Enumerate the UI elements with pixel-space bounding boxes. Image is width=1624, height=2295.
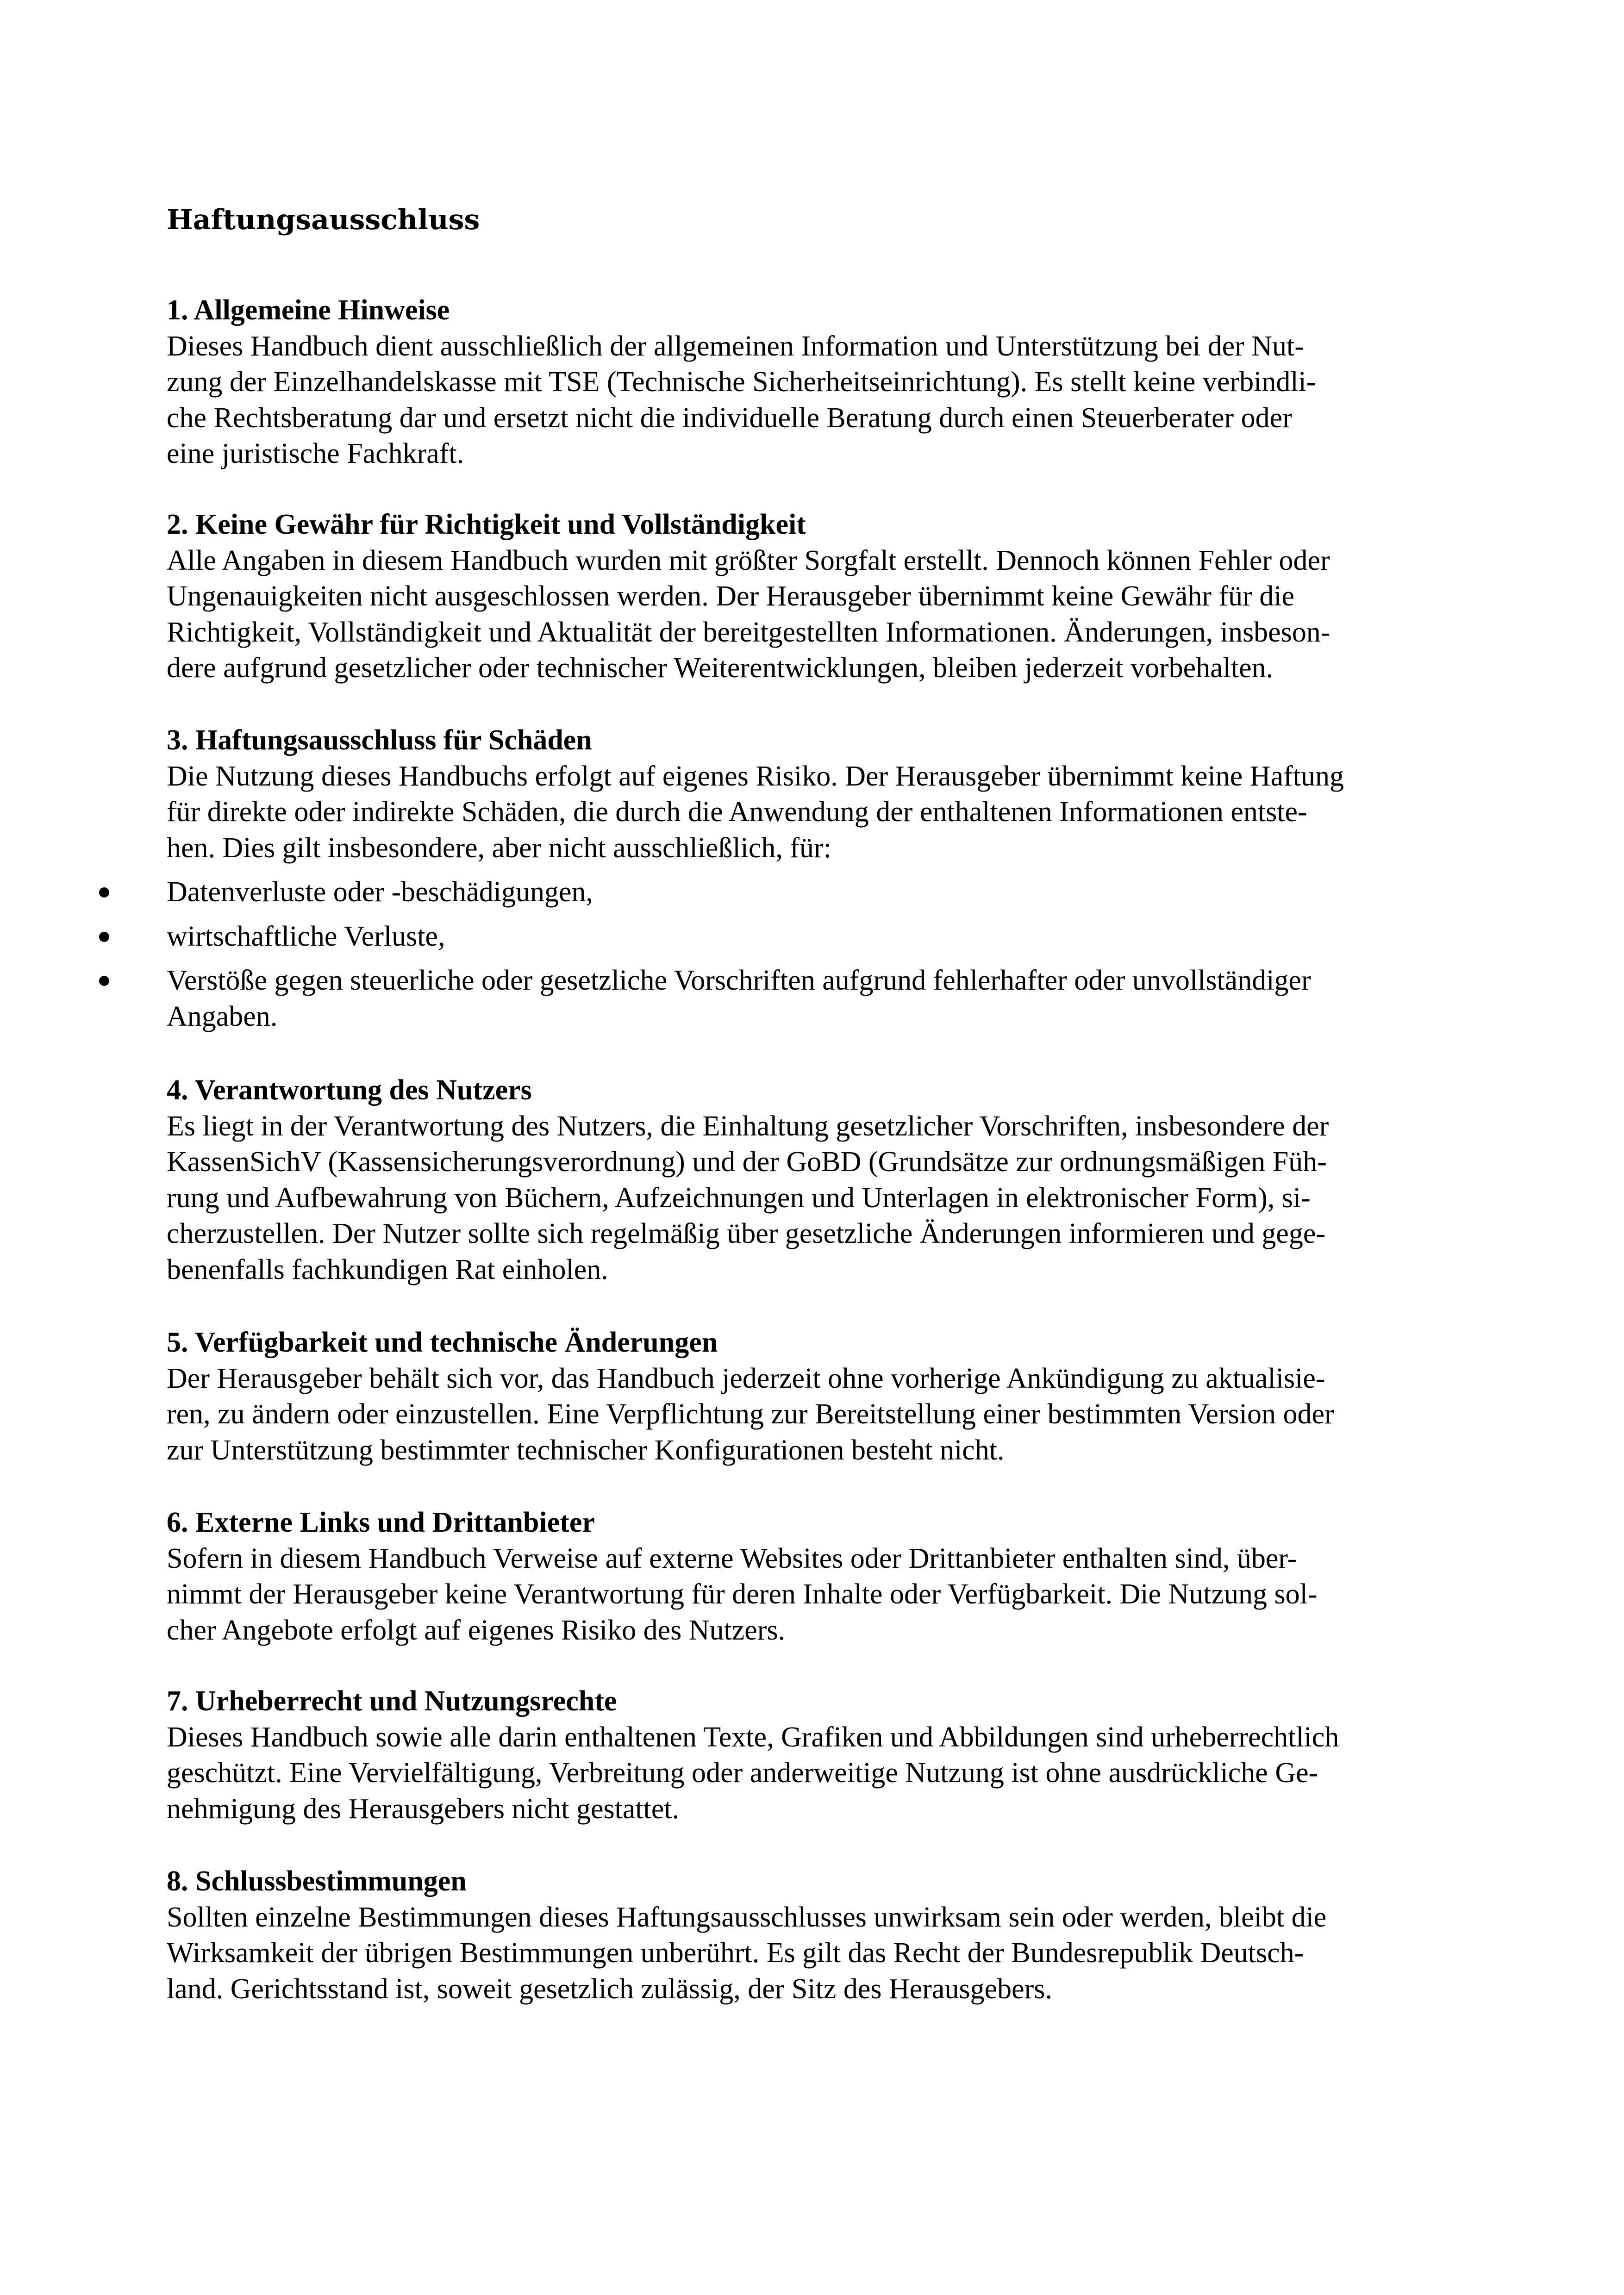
- bullet-list: [167, 874, 1344, 1035]
- section-2: [167, 507, 1330, 686]
- paragraph-line: nimmt der Herausgeber keine Verantwortung für deren Inhalte oder Verfügbarkeit. Die Nutzung sol-: [167, 1578, 1318, 1610]
- paragraph-line: Es liegt in der Verantwortung des Nutzers, die Einhaltung gesetzlicher Vorschriften, insbesondere der: [167, 1110, 1329, 1142]
- section-6: [167, 1505, 1317, 1648]
- paragraph-line: Alle Angaben in diesem Handbuch wurden mit größter Sorgfalt erstellt. Dennoch können Fehler oder: [167, 544, 1330, 576]
- section-3: [167, 723, 1344, 1043]
- paragraph-line: Sofern in diesem Handbuch Verweise auf externe Websites oder Drittanbieter enthalten sind, über-: [167, 1542, 1297, 1574]
- paragraph-line: Ungenauigkeiten nicht ausgeschlossen werden. Der Herausgeber übernimmt keine Gewähr für die: [167, 580, 1295, 612]
- paragraph-line: geschützt. Eine Vervielfältigung, Verbreitung oder anderweitige Nutzung ist ohne ausdrückliche Ge-: [167, 1757, 1318, 1789]
- paragraph-line: cher Angebote erfolgt auf eigenes Risiko des Nutzers.: [167, 1614, 786, 1646]
- paragraph-line: benenfalls fachkundigen Rat einholen.: [167, 1254, 608, 1285]
- bullet-icon: [99, 976, 109, 986]
- paragraph-line: Die Nutzung dieses Handbuchs erfolgt auf eigenes Risiko. Der Herausgeber übernimmt keine Haftung: [167, 760, 1344, 792]
- bullet-text: wirtschaftliche Verluste,: [167, 920, 445, 952]
- paragraph-line: dere aufgrund gesetzlicher oder technischer Weiterentwicklungen, bleiben jederzeit vorbehalten.: [167, 652, 1274, 684]
- paragraph-line: für direkte oder indirekte Schäden, die durch die Anwendung der enthaltenen Informationen entste-: [167, 796, 1307, 828]
- section-heading: 5. Verfügbarkeit und technische Änderungen: [167, 1327, 718, 1358]
- paragraph-line: hen. Dies gilt insbesondere, aber nicht ausschließlich, für:: [167, 832, 831, 864]
- bullet-text: Verstöße gegen steuerliche oder gesetzliche Vorschriften aufgrund fehlerhafter oder unvollständiger: [167, 965, 1311, 996]
- bullet-item: [167, 874, 1344, 911]
- bullet-icon: [99, 932, 109, 942]
- section-5: [167, 1325, 1334, 1468]
- section-heading: 6. Externe Links und Drittanbieter: [167, 1507, 595, 1538]
- section-heading: 7. Urheberrecht und Nutzungsrechte: [167, 1685, 617, 1717]
- section-1: [167, 293, 1316, 472]
- bullet-text: Angaben.: [167, 1000, 278, 1032]
- paragraph-line: zung der Einzelhandelskasse mit TSE (Technische Sicherheitseinrichtung). Es stellt keine verbindli-: [167, 366, 1316, 398]
- paragraph-line: Der Herausgeber behält sich vor, das Handbuch jederzeit ohne vorherige Ankündigung zu aktualisie-: [167, 1362, 1325, 1394]
- section-heading: 3. Haftungsausschluss für Schäden: [167, 724, 592, 756]
- bullet-item: [167, 919, 1344, 955]
- paragraph-line: Dieses Handbuch sowie alle darin enthaltenen Texte, Grafiken und Abbildungen sind urheberrechtlich: [167, 1721, 1339, 1753]
- section-heading: 4. Verantwortung des Nutzers: [167, 1074, 532, 1106]
- bullet-icon: [99, 887, 109, 898]
- paragraph-line: Richtigkeit, Vollständigkeit und Aktualität der bereitgestellten Informationen. Änderungen, insbeson-: [167, 616, 1330, 648]
- document-title: Haftungsausschluss: [167, 204, 480, 236]
- paragraph-line: zur Unterstützung bestimmter technischer Konfigurationen besteht nicht.: [167, 1434, 1005, 1466]
- paragraph-line: che Rechtsberatung dar und ersetzt nicht die individuelle Beratung durch einen Steuerberater oder: [167, 402, 1292, 434]
- paragraph-line: land. Gerichtsstand ist, soweit gesetzlich zulässig, der Sitz des Herausgebers.: [167, 1973, 1052, 2005]
- paragraph-line: Dieses Handbuch dient ausschließlich der allgemeinen Information und Unterstützung bei der Nut-: [167, 330, 1304, 362]
- paragraph-line: Wirksamkeit der übrigen Bestimmungen unberührt. Es gilt das Recht der Bundesrepublik Deutsch-: [167, 1937, 1304, 1969]
- section-4: [167, 1073, 1329, 1288]
- paragraph-line: ren, zu ändern oder einzustellen. Eine Verpflichtung zur Bereitstellung einer bestimmten Version oder: [167, 1398, 1334, 1430]
- section-heading: 2. Keine Gewähr für Richtigkeit und Vollständigkeit: [167, 509, 806, 540]
- section-7: [167, 1684, 1339, 1827]
- paragraph-line: nehmigung des Herausgebers nicht gestattet.: [167, 1793, 680, 1825]
- section-heading: 1. Allgemeine Hinweise: [167, 294, 450, 326]
- section-heading: 8. Schlussbestimmungen: [167, 1865, 467, 1897]
- paragraph-line: rung und Aufbewahrung von Büchern, Aufzeichnungen und Unterlagen in elektronischer Form), si-: [167, 1182, 1311, 1214]
- section-8: [167, 1864, 1326, 2007]
- paragraph-line: Sollten einzelne Bestimmungen dieses Haftungsausschlusses unwirksam sein oder werden, bleibt die: [167, 1901, 1327, 1933]
- paragraph-line: cherzustellen. Der Nutzer sollte sich regelmäßig über gesetzliche Änderungen informieren und gege-: [167, 1218, 1326, 1249]
- bullet-item: [167, 963, 1344, 1035]
- paragraph-line: KassenSichV (Kassensicherungsverordnung) und der GoBD (Grundsätze zur ordnungsmäßigen Füh-: [167, 1146, 1327, 1178]
- bullet-text: Datenverluste oder -beschädigungen,: [167, 876, 593, 908]
- paragraph-line: eine juristische Fachkraft.: [167, 438, 464, 469]
